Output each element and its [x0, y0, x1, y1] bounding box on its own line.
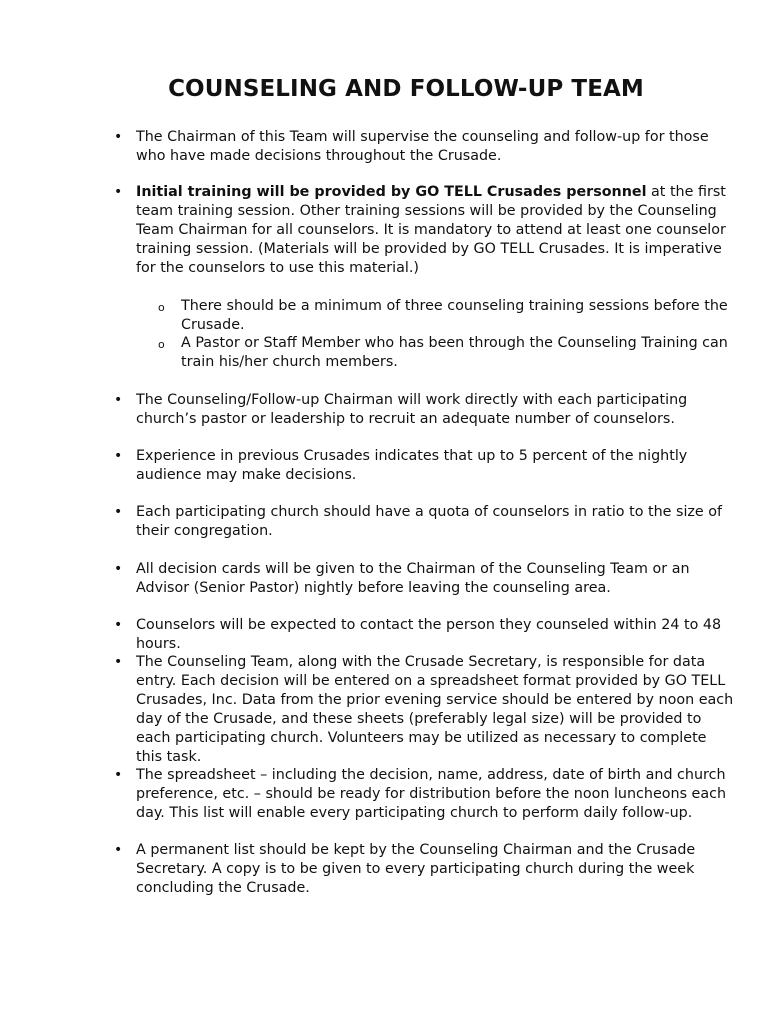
bullet-text: The Counseling/Follow-up Chairman will work directly with each participating church’s pastor or leadership to recruit an adequate number of counselors. [136, 392, 688, 427]
bullet-text: The spreadsheet – including the decision, name, address, date of birth and church preference, etc. – should be ready for distribution before the noon luncheons each day. This list will enable every participating church to perform daily follow-up. [136, 767, 727, 821]
bullet-item [136, 183, 736, 278]
bullet-item [136, 128, 736, 166]
bullet-text: Each participating church should have a quota of counselors in ratio to the size of their congregation. [136, 504, 723, 539]
bullet-item [136, 391, 736, 429]
bullet-item [136, 560, 736, 598]
bullet-bold-text: Initial training will be provided by GO TELL Crusades personnel [136, 184, 647, 200]
bullet-text: at the first team training session. Other training sessions will be provided by the Counseling Team Chairman for all counselors. It is mandatory to attend at least one counselor training session. (Materials will be provided by GO TELL Crusades. It is imperative for the counselors to use this material.) [136, 184, 726, 276]
bullet-text: A permanent list should be kept by the Counseling Chairman and the Crusade Secretary. A copy is to be given to every participating church during the week concluding the Crusade. [136, 842, 696, 896]
bullet-item [136, 841, 736, 898]
bullet-item [136, 766, 736, 823]
sub-bullet-text: A Pastor or Staff Member who has been through the Counseling Training can train his/her church members. [181, 335, 728, 370]
sub-bullet-item [181, 297, 736, 335]
bullet-item [136, 653, 736, 767]
bullet-text: Experience in previous Crusades indicates that up to 5 percent of the nightly audience may make decisions. [136, 448, 688, 483]
sub-bullet-item [181, 334, 736, 372]
bullet-text: The Chairman of this Team will supervise the counseling and follow-up for those who have made decisions throughout the Crusade. [136, 129, 709, 164]
page-title: COUNSELING AND FOLLOW-UP TEAM [168, 76, 644, 102]
bullet-item [136, 447, 736, 485]
bullet-text: The Counseling Team, along with the Crusade Secretary, is responsible for data entry. Each decision will be entered on a spreadsheet format provided by GO TELL Crusades, Inc. Data from the prior evening service should be entered by noon each day of the Crusade, and these sheets (preferably legal size) will be provided to each participating church. Volunteers may be utilized as necessary to complete this task. [136, 654, 734, 765]
sub-bullet-text: There should be a minimum of three counseling training sessions before the Crusade. [181, 298, 728, 333]
bullet-text: All decision cards will be given to the Chairman of the Counseling Team or an Advisor (Senior Pastor) nightly before leaving the counseling area. [136, 561, 690, 596]
bullet-item [136, 503, 736, 541]
bullet-text: Counselors will be expected to contact the person they counseled within 24 to 48 hours. [136, 617, 722, 652]
bullet-item [136, 616, 736, 654]
